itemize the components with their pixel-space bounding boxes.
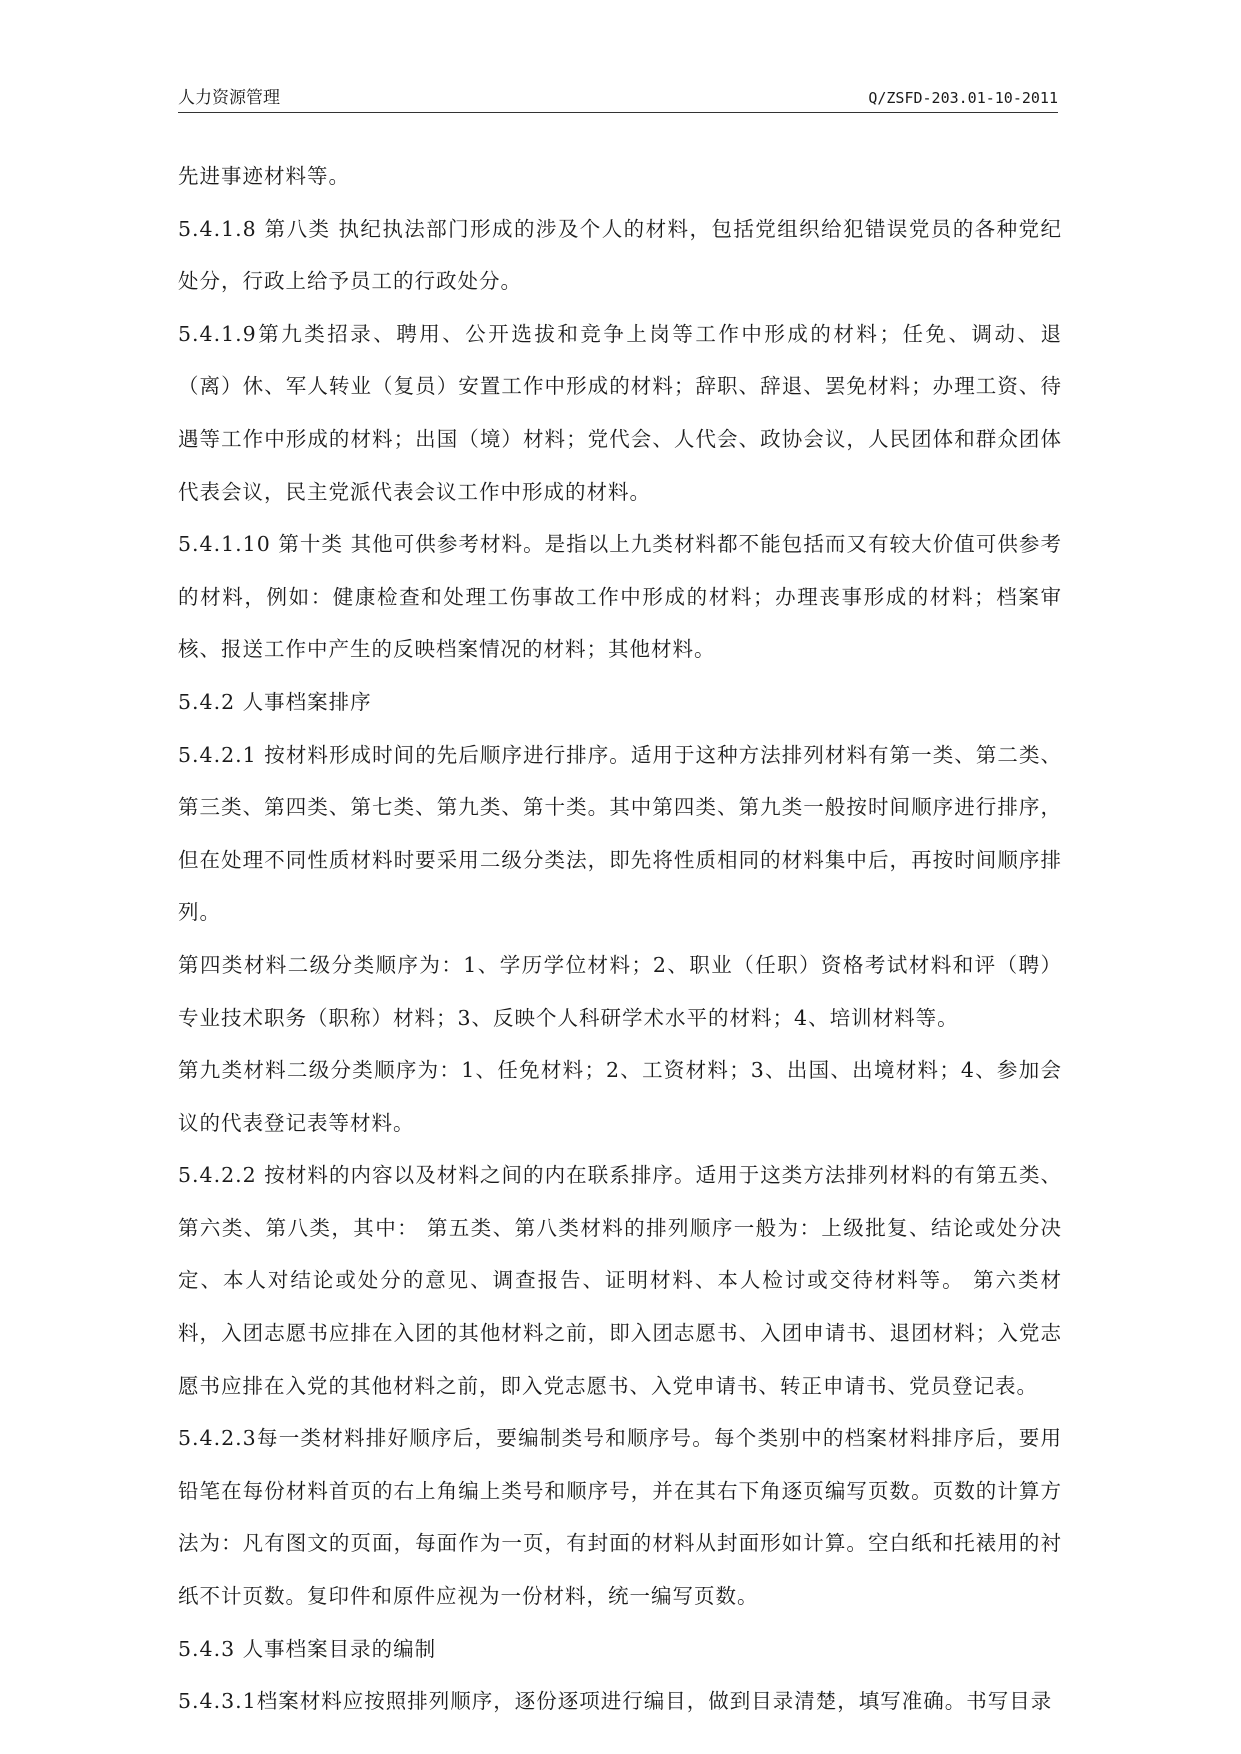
paragraph: 先进事迹材料等。 (178, 164, 350, 188)
header-title: 人力资源管理 (178, 88, 280, 108)
paragraph: 5.4.1.9第九类招录、聘用、公开选拔和竞争上岗等工作中形成的材料；任免、调动、退（离）休、军人转业（复员）安置工作中形成的材料；辞职、辞退、罢免材料；办理工资、待遇等工作中形成的材料；出国（境）材料；党代会、人代会、政协会议，人民团体和群众团体代表会议，民主党派代表会议工作中形成的材料。 (178, 321, 1062, 504)
paragraph: 5.4.3.1档案材料应按照排列顺序，逐份逐项进行编目，做到目录清楚，填写准确。书写目录 (178, 1689, 1053, 1714)
paragraph: 5.4.2.1 按材料形成时间的先后顺序进行排序。适用于这种方法排列材料有第一类、第二类、第三类、第四类、第七类、第九类、第十类。其中第四类、第九类一般按时间顺序进行排序，但在处理不同性质材料时要采用二级分类法，即先将性质相同的材料集中后，再按时间顺序排列。 (178, 742, 1062, 925)
document-body (178, 150, 1062, 1728)
paragraph: 5.4.1.8 第八类 执纪执法部门形成的涉及个人的材料，包括党组织给犯错误党员的各种党纪处分，行政上给予员工的行政处分。 (178, 216, 1062, 294)
paragraph: 第九类材料二级分类顺序为：1、任免材料；2、工资材料；3、出国、出境材料；4、参加会议的代表登记表等材料。 (178, 1058, 1062, 1135)
paragraph: 5.4.1.10 第十类 其他可供参考材料。是指以上九类材料都不能包括而又有较大价值可供参考的材料，例如：健康检查和处理工伤事故工作中形成的材料；办理丧事形成的材料；档案审核、报送工作中产生的反映档案情况的材料；其他材料。 (178, 532, 1062, 662)
paragraph: 5.4.2.3每一类材料排好顺序后，要编制类号和顺序号。每个类别中的档案材料排序后，要用铅笔在每份材料首页的右上角编上类号和顺序号，并在其右下角逐页编写页数。页数的计算方法为：凡有图文的页面，每面作为一页，有封面的材料从封面形如计算。空白纸和托裱用的衬纸不计页数。复印件和原件应视为一份材料，统一编写页数。 (178, 1426, 1062, 1609)
page-header (178, 88, 1058, 113)
paragraph: 5.4.2.2 按材料的内容以及材料之间的内在联系排序。适用于这类方法排列材料的有第五类、第六类、第八类，其中： 第五类、第八类材料的排列顺序一般为：上级批复、结论或处分决定、本人对结论或处分的意见、调查报告、证明材料、本人检讨或交待材料等。 第六类材料，入团志愿书应排在入团的其他材料之前，即入团志愿书、入团申请书、退团材料；入党志愿书应排在入党的其他材料之前，即入党志愿书、入党申请书、转正申请书、党员登记表。 (178, 1163, 1062, 1398)
section-heading: 5.4.3 人事档案目录的编制 (178, 1636, 437, 1661)
section-heading: 5.4.2 人事档案排序 (178, 689, 372, 714)
paragraph: 第四类材料二级分类顺序为：1、学历学位材料；2、职业（任职）资格考试材料和评（聘）专业技术职务（职称）材料；3、反映个人科研学术水平的材料；4、培训材料等。 (178, 952, 1062, 1030)
document-code: Q/ZSFD-203.01-10-2011 (868, 89, 1058, 107)
